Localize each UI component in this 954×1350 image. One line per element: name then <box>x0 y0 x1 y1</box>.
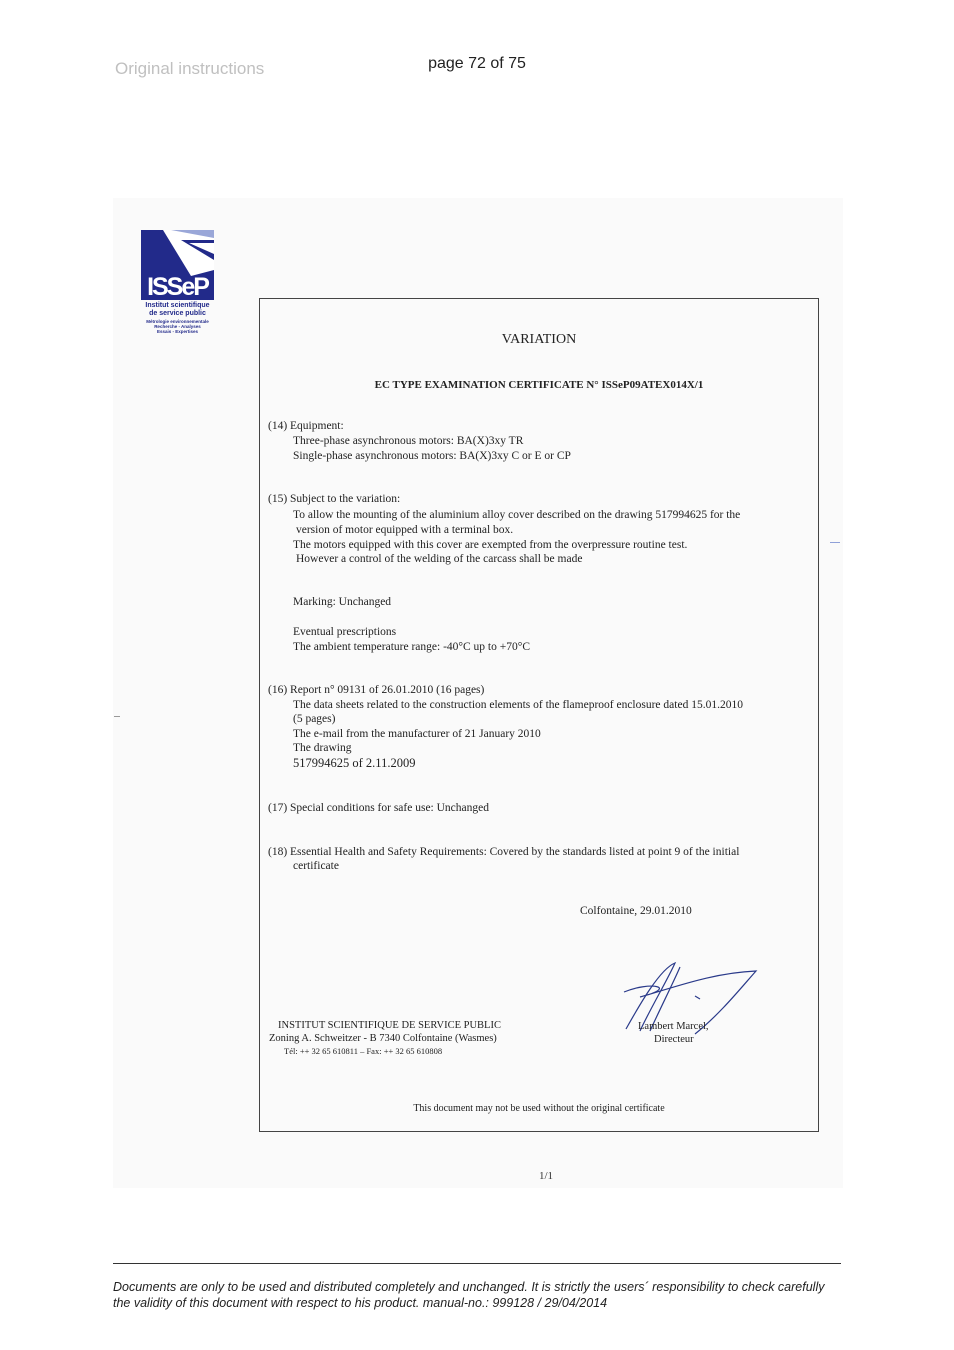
marking: Marking: Unchanged <box>293 596 392 608</box>
section-15-line: However a control of the welding of the carcass shall be made <box>296 553 583 565</box>
section-15-line: version of motor equipped with a terminal box. <box>296 524 514 536</box>
institute-phone: Tél: ++ 32 65 610811 – Fax: ++ 32 65 610808 <box>284 1046 443 1056</box>
section-16-line: The drawing <box>293 742 352 754</box>
logo-tagline: Métrologie environnementale Recherche - Analyses Essais - Expertises <box>146 319 209 334</box>
logo-wordmark: ISSeP <box>147 273 208 300</box>
logo-subtitle: Institut scientifique de service public <box>145 302 210 317</box>
institute-name: INSTITUT SCIENTIFIQUE DE SERVICE PUBLIC <box>278 1020 501 1031</box>
certificate-number: EC TYPE EXAMINATION CERTIFICATE N° ISSeP09ATEX014X/1 <box>374 379 704 391</box>
section-16-line: The e-mail from the manufacturer of 21 January 2010 <box>293 728 541 740</box>
section-16-line: The data sheets related to the construction elements of the flameproof enclosure dated 15.01.2010 <box>293 699 743 711</box>
footer-rule <box>113 1263 841 1264</box>
scan-mark <box>114 716 120 717</box>
signatory-role: Directeur <box>654 1034 694 1045</box>
section-16-line: 517994625 of 2.11.2009 <box>293 756 416 770</box>
section-14-line: Single-phase asynchronous motors: BA(X)3xy C or E or CP <box>293 450 571 462</box>
signatory-name: Lambert Marcel, <box>638 1021 709 1032</box>
section-16-line: (5 pages) <box>293 713 336 725</box>
original-certificate-notice: This document may not be used without the original certificate <box>413 1103 665 1114</box>
logo-mark <box>141 230 214 300</box>
section-14-heading: (14) Equipment: <box>268 420 344 432</box>
prescriptions-heading: Eventual prescriptions <box>293 626 397 638</box>
section-18-line: (18) Essential Health and Safety Requirements: Covered by the standards listed at point 9 of the initial <box>268 846 740 858</box>
section-15-line: The motors equipped with this cover are exempted from the overpressure routine test. <box>293 539 688 551</box>
header-page-number: page 72 of 75 <box>428 55 526 72</box>
scan-mark <box>830 542 840 543</box>
section-15-line: To allow the mounting of the aluminium alloy cover described on the drawing 517994625 for the <box>293 509 741 521</box>
section-14-line: Three-phase asynchronous motors: BA(X)3xy TR <box>293 435 524 447</box>
certificate-frame <box>259 298 819 1132</box>
place-date: Colfontaine, 29.01.2010 <box>580 905 692 917</box>
section-18-line: certificate <box>293 860 339 872</box>
header-original-instructions: Original instructions <box>115 59 265 78</box>
footer-disclaimer: Documents are only to be used and distributed completely and unchanged. It is strictly the users´ responsibility to check carefully the validity of this document with respect to his product. manual-no.: 999128 / 29/04/2014 <box>113 1280 825 1310</box>
section-15-heading: (15) Subject to the variation: <box>268 493 401 505</box>
certificate-page-number: 1/1 <box>539 1170 554 1182</box>
section-16-heading: (16) Report n° 09131 of 26.01.2010 (16 pages) <box>268 684 485 696</box>
temperature-range: The ambient temperature range: -40°C up to +70°C <box>293 641 530 653</box>
section-17: (17) Special conditions for safe use: Unchanged <box>268 802 489 814</box>
institute-address: Zoning A. Schweitzer - B 7340 Colfontaine (Wasmes) <box>269 1033 497 1044</box>
certificate-title: VARIATION <box>501 332 577 347</box>
issep-logo <box>141 230 214 338</box>
